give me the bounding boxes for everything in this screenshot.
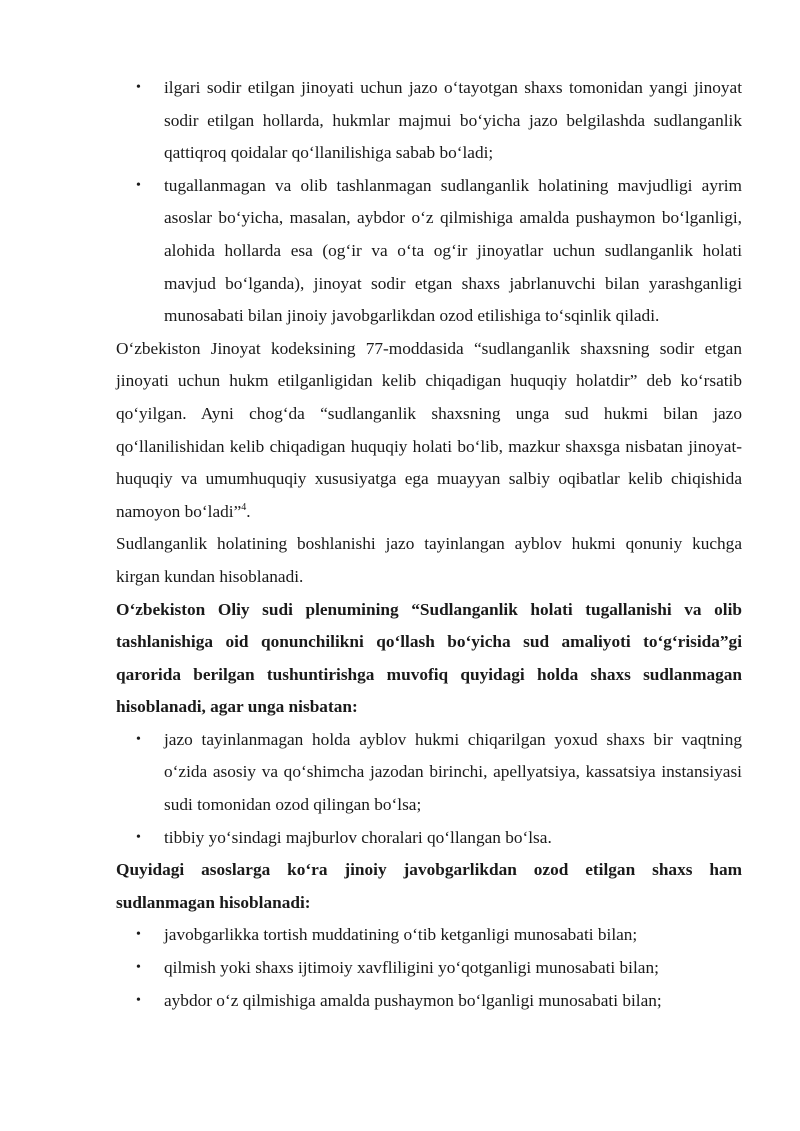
list-item [116, 985, 742, 1018]
bullet-icon: • [136, 177, 141, 193]
list-item-text: jazo tayinlanmagan holda ayblov hukmi chiqarilgan yoxud shaxs bir vaqtning o‘zida asosiy va qo‘shimcha jazodan birinchi, apellyatsiya, kassatsiya instansiyasi sudi tomonidan ozod qilingan bo‘lsa; [164, 729, 742, 815]
list-item-text: javobgarlikka tortish muddatining o‘tib ketganligi munosabati bilan; [164, 925, 638, 945]
bullet-icon: • [136, 960, 141, 976]
bullet-list-not-convicted [116, 724, 742, 854]
list-item [116, 952, 742, 985]
paragraph-start-of-record: Sudlanganlik holatining boshlanishi jazo tayinlangan ayblov hukmi qonuniy kuchga kirgan kundan hisoblanadi. [116, 534, 742, 586]
bullet-icon: • [136, 731, 141, 747]
paragraph-text: O‘zbekiston Jinoyat kodeksining 77-moddasida “sudlanganlik shaxsning sodir etgan jinoyati uchun hukm etilganligidan kelib chiqadigan huquqiy holatdir” deb ko‘rsatib qo‘yilgan. Ayni chog‘da “sudlanganlik shaxsning unga sud hukmi bilan jazo qo‘llanilishidan kelib chiqadigan huquqiy holati bo‘lib, mazkur shaxsga nisbatan jinoyat-huquqiy va umumhuquqiy xususiyatga ega muayyan salbiy oqibatlar kelib chiqishida namoyon bo‘ladi” [116, 338, 742, 521]
list-item [116, 822, 742, 855]
list-item-text: aybdor o‘z qilmishiga amalda pushaymon bo‘lganligi munosabati bilan; [164, 990, 662, 1010]
list-item [116, 170, 742, 333]
bullet-icon: • [136, 927, 141, 943]
bullet-icon: • [136, 829, 141, 845]
footnote-marker: 4 [241, 501, 247, 513]
list-item [116, 724, 742, 822]
list-item [116, 72, 742, 170]
document-body [116, 72, 742, 1017]
list-item-text: qilmish yoki shaxs ijtimoiy xavfliligini yo‘qotganligi munosabati bilan; [164, 958, 659, 978]
paragraph-release-heading: Quyidagi asoslarga ko‘ra jinoiy javobgarlikdan ozod etilgan shaxs ham sudlanmagan hisoblanadi: [116, 860, 742, 912]
bullet-icon: • [136, 992, 141, 1008]
paragraph-plenum-heading: O‘zbekiston Oliy sudi plenumining “Sudlanganlik holati tugallanishi va olib tashlanishiga oid qonunchilikni qo‘llash bo‘yicha sud amaliyoti to‘g‘risida”gi qarorida berilgan tushuntirishga muvofiq quyidagi holda shaxs sudlanmagan hisoblanadi, agar unga nisbatan: [116, 599, 742, 717]
bullet-list-consequences [116, 72, 742, 333]
list-item-text: tibbiy yo‘sindagi majburlov choralari qo‘llangan bo‘lsa. [164, 827, 552, 847]
paragraph-article-77 [116, 333, 742, 529]
paragraph-end: . [246, 501, 251, 521]
bullet-icon: • [136, 80, 141, 95]
list-item [116, 919, 742, 952]
bullet-list-release-grounds [116, 919, 742, 1017]
list-item-text: tugallanmagan va olib tashlanmagan sudlanganlik holatining mavjudligi ayrim asoslar bo‘yicha, masalan, aybdor o‘z qilmishiga amalda pushaymon bo‘lganligi, alohida hollarda esa (og‘ir va o‘ta og‘ir jinoyatlar uchun sudlanganlik holati mavjud bo‘lganda), jinoyat sodir etgan shaxs jabrlanuvchi bilan yarashganligi munosabati bilan jinoiy javobgarlikdan ozod etilishiga to‘sqinlik qiladi. [164, 175, 742, 326]
list-item-text: ilgari sodir etilgan jinoyati uchun jazo o‘tayotgan shaxs tomonidan yangi jinoyat sodir etilgan hollarda, hukmlar majmui bo‘yicha jazo belgilashda sudlanganlik qattiqroq qoidalar qo‘llanilishiga sabab bo‘ladi; [164, 78, 742, 163]
